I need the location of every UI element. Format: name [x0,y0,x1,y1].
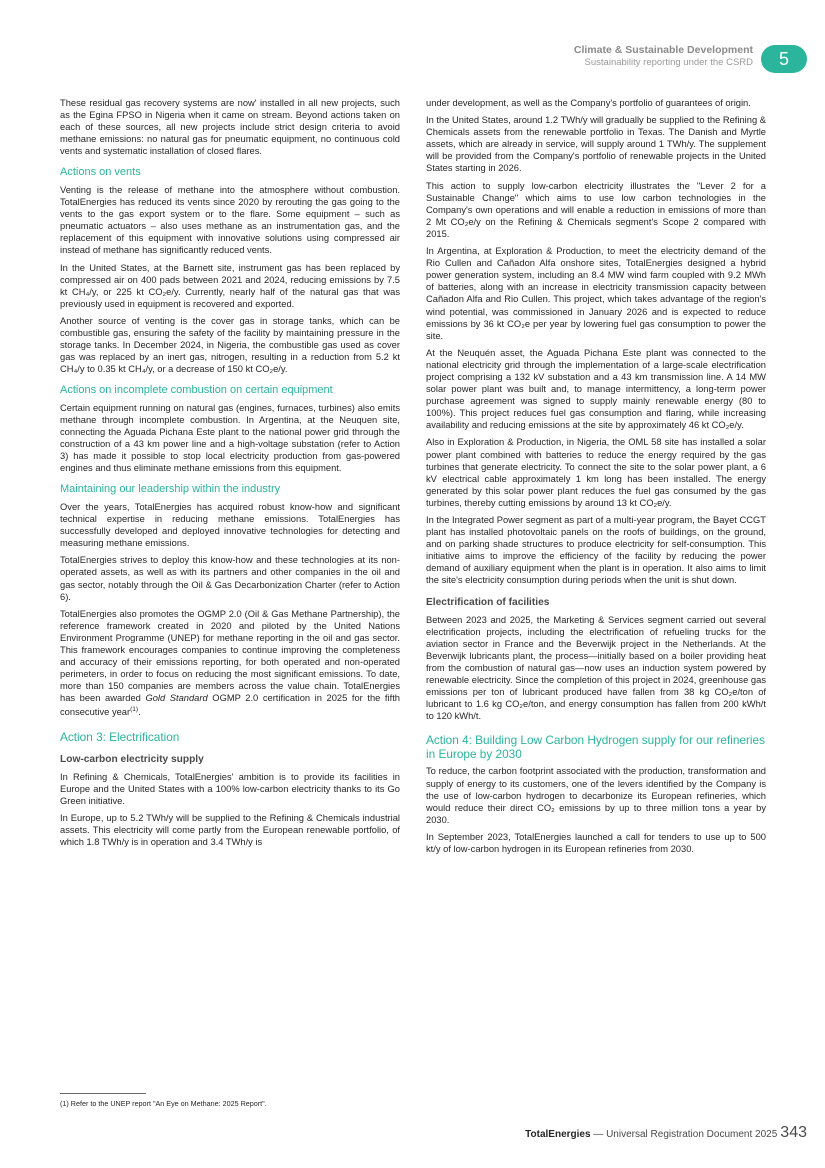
heading-leadership: Maintaining our leadership within the industry [60,483,281,496]
paragraph: In the United States, around 1.2 TWh/y will gradually be supplied to the Refining & Chemicals assets from the renewable portfolio in Texas. The Danish and Myrtle assets, which are already in service, will supply around 1 TWh/y. The supplement will be provided from the Company's portfolio of renewable projects in the United States starting in 2026. [426,115,766,174]
heading-actions-on-vents: Actions on vents [60,166,141,179]
chapter-badge: 5 [761,45,807,73]
right-column [426,97,766,860]
section-title: Climate & Sustainable Development [573,44,753,56]
section-subtitle: Sustainability reporting under the CSRD [584,57,753,68]
footer-brand: TotalEnergies [525,1129,591,1140]
subheading-electrification-facilities: Electrification of facilities [426,596,550,608]
footnote-ref[interactable]: (1) [130,706,139,714]
emphasis-gold-standard: Gold Standard [145,693,208,704]
paragraph: In September 2023, TotalEnergies launched a call for tenders to use up to 500 kt/y of low-carbon hydrogen in its European refineries from 2030. [426,831,766,854]
subheading-low-carbon-supply: Low-carbon electricity supply [60,753,204,765]
paragraph: TotalEnergies strives to deploy this know-how and these technologies at its non-operated assets, as well as with its partners and other companies in the oil and gas sector, notably through the Oil & Gas Decarbonization Charter (refer to Action 6). [60,555,400,602]
paragraph: To reduce, the carbon footprint associated with the production, transformation and supply of energy to its customers, one of the levers identified by the Company is the use of low-carbon hydrogen to decarbonize its European refineries, which would reduce their direct CO₂ emissions by up to three million tons a year by 2030. [426,766,766,825]
page-footer [525,1124,807,1142]
paragraph: In the Integrated Power segment as part of a multi-year program, the Bayet CCGT plant has installed photovoltaic panels on the roofs of buildings, on the ground, and on parking shade structures to produce electricity for self-consumption. This initiative aims to improve the efficiency of the facility by reducing the power demand of auxiliary equipment when the plant is in operation. It also aims to limit the site's electricity consumption during periods when the unit is shut down. [426,515,766,586]
paragraph: At the Neuquén asset, the Aguada Pichana Este plant was connected to the national electricity grid through the implementation of a large-scale electrification project comprising a 132 kV substation and a 43 km transmission line. A 14 MW solar power plant was built and, to manage intermittency, a long-term power purchase agreement was signed to supply mainly renewable energy (80 to 100%). This project reduces fuel gas consumption and flaring, while increasing availability and reducing emissions at the site by approximately 46 kt CO₂e/y. [426,347,766,431]
paragraph: Certain equipment running on natural gas (engines, furnaces, turbines) also emits methane through incomplete combustion. In Argentina, at the Neuquen site, connecting the Aguada Pichana Este plant to the national power grid through the construction of a 43 km power line and a high-voltage substation (refer to Action 3) has made it possible to stop local electricity production from gas-powered engines and thus eliminate methane emissions from this equipment. [60,402,400,474]
paragraph: Another source of venting is the cover gas in storage tanks, which can be combustible gas, ensuring the safety of the facility by maintaining pressure in the storage tanks. In December 2024, in Nigeria, the combustible gas used as cover gas was replaced by an inert gas, nitrogen, resulting in a reduction from 5.2 kt CH₄/y to 0.35 kt CH₄/y, or a decrease of 150 kt CO₂e/y. [60,315,400,375]
text-run: TotalEnergies also promotes the OGMP 2.0 (Oil & Gas Methane Partnership), the reference framework created in 2020 and piloted by the United Nations Environment Programme (UNEP) for methane reporting in the oil and gas sector. This framework encourages companies to continue improving the completeness and accuracy of their emissions reporting, for both operated and non-operated perimeters, in order to focus on reducing the most significant emissions. To date, more than 150 companies are members across the value chain. TotalEnergies has been awarded [60,608,400,704]
paragraph: Over the years, TotalEnergies has acquired robust know-how and significant technical expertise in reducing methane emissions. TotalEnergies has successfully developed and deployed innovative technologies for detecting and measuring methane emissions. [60,501,400,549]
paragraph: In Refining & Chemicals, TotalEnergies' ambition is to provide its facilities in Europe and the United States with a 100% low-carbon electricity thanks to its Go Green initiative. [60,771,400,806]
footnote-divider [60,1093,146,1094]
paragraph: Venting is the release of methane into the atmosphere without combustion. TotalEnergies has reduced its vents since 2020 by rerouting the gas going to the vents to the gas export system or to the flare. Some equipment – such as pneumatic actuators – also uses methane as an instrumentation gas, and the replacement of this equipment with innovative solutions using compressed air instead of methane has significantly reduced vents. [60,184,400,256]
paragraph: Also in Exploration & Production, in Nigeria, the OML 58 site has installed a solar power plant combined with batteries to reduce the energy required by the gas turbines that generate electricity. To connect the site to the solar power plant, a 6 kV electrical cable approximately 1 km long has been installed. The energy generated by this solar power plant reduces the fuel gas consumed by the gas turbines, thereby cutting emissions by around 13 kt CO₂e/y. [426,437,766,508]
paragraph [60,608,400,719]
page-number: 343 [780,1124,807,1141]
paragraph: In Argentina, at Exploration & Production, to meet the electricity demand of the Rio Cullen and Cañadon Alfa onshore sites, TotalEnergies designed a hybrid power generation system, including an 8.4 MW wind farm coupled with 9.2 MWh of batteries, along with an increase in electricity transmission capacity between Cañadon Alfa and Rio Cullen. This project, which takes advantage of the region's wind potential, was commissioned in January 2026 and is expected to reduce emissions by 36 kt CO₂e per year by lowering fuel gas consumption to power the site. [426,246,766,341]
footnote: (1) Refer to the UNEP report "An Eye on Methane: 2025 Report". [60,1099,267,1108]
paragraph: Between 2023 and 2025, the Marketing & Services segment carried out several electrification projects, including the electrification of refueling trucks for the aviation sector in France and the Beverwijk project in the Netherlands. At the Beverwijk lubricants plant, the process—initially based on a boiler providing heat from the combustion of natural gas—now uses an induction system powered by renewable electricity. Since the completion of this project in 2024, greenhouse gas emissions per ton of lubricant produced have fallen from 38 kg CO₂e/ton of lubricant to 1.6 kg CO₂e/ton, and energy consumption has fallen from 200 kWh/t to 120 kWh/t. [426,614,766,722]
paragraph: These residual gas recovery systems are now' installed in all new projects, such as the Egina FPSO in Nigeria when it came on stream. Beyond actions taken on each of these sources, all new projects include strict design criteria to avoid methane emissions: no natural gas for pneumatic equipment, no continuous cold vents and systematic installation of closed flares. [60,98,400,157]
page-header [574,44,753,69]
paragraph: This action to supply low-carbon electricity illustrates the "Lever 2 for a Sustainable Change" which aims to use low carbon technologies in the Company's own operations and will enable a reduction in emissions of more than 2 Mt CO₂e/y on the Refining & Chemicals segment's Scope 2 compared with 2015. [426,180,766,239]
text-run: OGMP 2.0 certification in 2025 for the fifth consecutive year [60,693,400,718]
footer-document: — Universal Registration Document 2025 [590,1129,778,1140]
paragraph: under development, as well as the Company's portfolio of guarantees of origin. [426,98,751,108]
left-column [60,97,400,853]
paragraph: In Europe, up to 5.2 TWh/y will be supplied to the Refining & Chemicals industrial assets. This electricity will come partly from the European renewable portfolio, of which 1.8 TWh/y is in operation and 3.4 TWh/y is [60,812,400,848]
heading-incomplete-combustion: Actions on incomplete combustion on certain equipment [60,384,333,397]
text-run: . [138,707,141,718]
heading-action-4: Action 4: Building Low Carbon Hydrogen supply for our refineries in Europe by 2030 [426,733,766,762]
paragraph: In the United States, at the Barnett site, instrument gas has been replaced by compressed air on 400 pads between 2021 and 2024, reducing emissions by 7.5 kt CH₄/y, or 225 kt CO₂e/y. Currently, nearly half of the natural gas that was previously used in equipment is recovered and exported. [60,262,400,309]
heading-action-3: Action 3: Electrification [60,729,180,744]
